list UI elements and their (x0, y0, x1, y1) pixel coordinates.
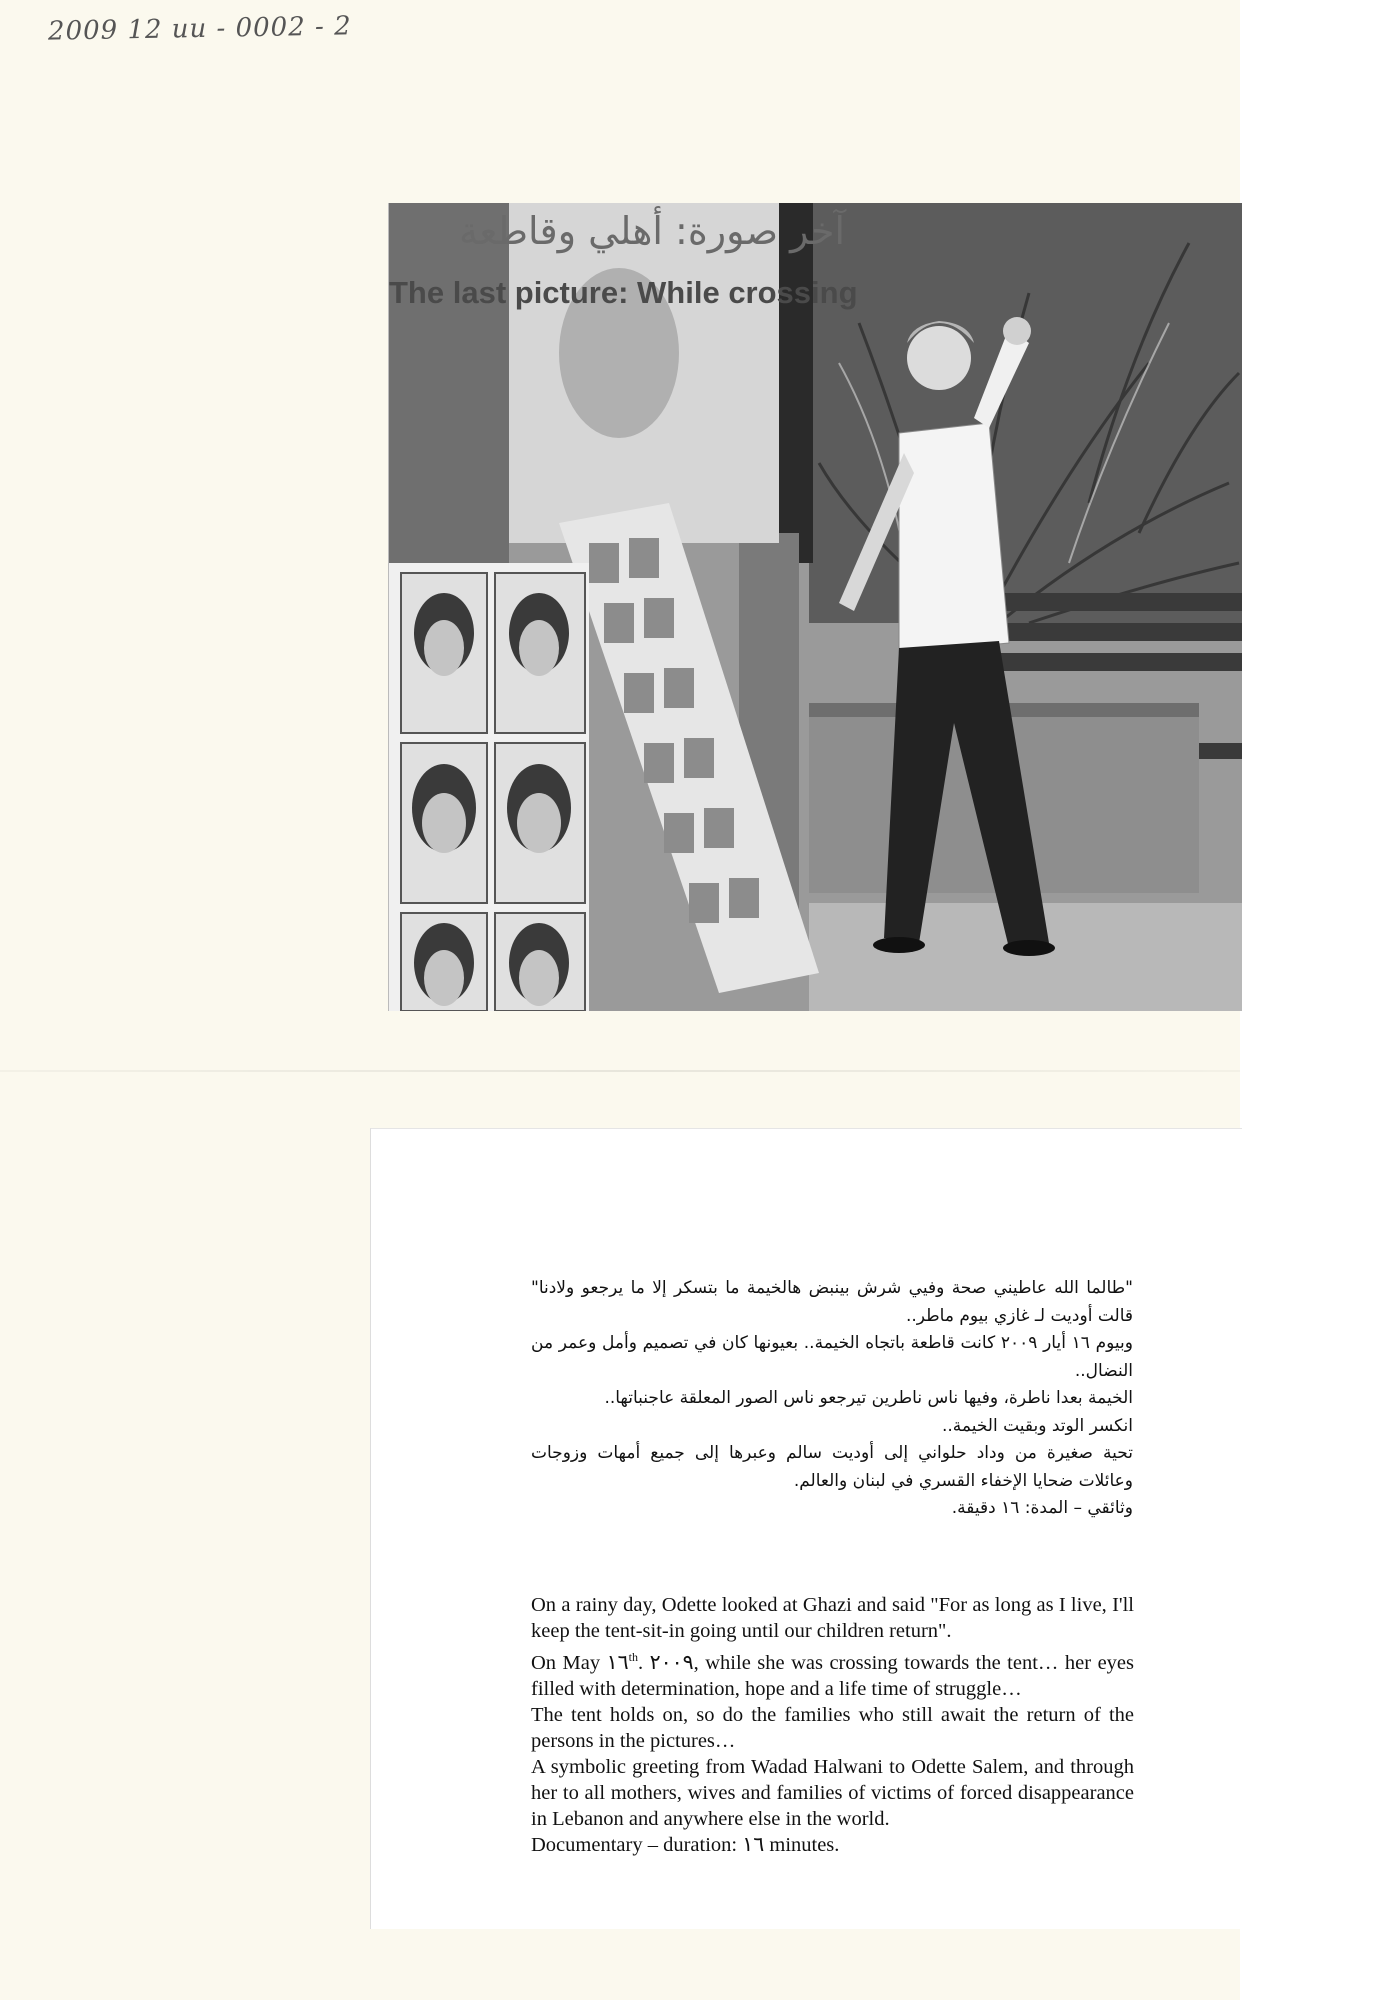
paper-fold-line (0, 1070, 1240, 1072)
ordinal-suffix: th (628, 1650, 638, 1664)
arabic-paragraph: تحية صغيرة من وداد حلواني إلى أوديت سالم وعبرها إلى جميع أمهات وزوجات وعائلات ضحايا الإخفاء القسري في لبنان والعالم. (531, 1443, 1133, 1491)
photo-clipping (388, 203, 1242, 1011)
english-paragraph: A symbolic greeting from Wadad Halwani to Odette Salem, and through her to all mothers, wives and families of victims of forced disappearance in Lebanon and anywhere else in the world. (531, 1755, 1134, 1830)
arabic-paragraph: وثائقي – المدة: ١٦ دقيقة. (951, 1498, 1133, 1518)
crossing-text: . ٢٠٠٩, while she was crossing towards the tent… her eyes filled with determination, hope and a life time of struggle… (531, 1651, 1134, 1700)
handwritten-reference-number: 2009 12 uu - 0002 - 2 (47, 11, 352, 47)
page-margin-strip (1240, 0, 1390, 2000)
arabic-paragraph: "طالما الله عاطيني صحة وفيي شرش بينبض هالخيمة ما بتسكر إلا ما يرجعو ولادنا" قالت أوديت لـ غازي بيوم ماطر.. (531, 1278, 1133, 1326)
date-text: On May ١٦ (531, 1651, 629, 1674)
photo-caption-arabic: آخر صورة: أهلي وقاطعة (459, 209, 846, 253)
arabic-description (531, 1275, 1133, 1523)
arabic-paragraph: انكسر الوتد وبقيت الخيمة.. (941, 1415, 1133, 1436)
photo-caption-english: The last picture: While crossing (389, 275, 858, 310)
english-paragraph: Documentary – duration: ١٦ minutes. (531, 1833, 840, 1856)
english-paragraph (531, 1644, 1134, 1702)
arabic-paragraph: وبيوم ١٦ أيار ٢٠٠٩ كانت قاطعة باتجاه الخيمة.. بعيونها كان في تصميم وأمل وعمر من النضال.. (531, 1333, 1133, 1381)
english-paragraph: On a rainy day, Odette looked at Ghazi and said "For as long as I live, I'll keep the tent-sit-in going until our children return". (531, 1594, 1134, 1642)
photo-illustration (389, 203, 1242, 1011)
arabic-paragraph: الخيمة بعدا ناطرة، وفيها ناس ناطرين تيرجعو ناس الصور المعلقة عاجنباتها.. (604, 1388, 1133, 1408)
english-paragraph: The tent holds on, so do the families who still await the return of the persons in the pictures… (531, 1703, 1134, 1752)
english-description (531, 1592, 1134, 1858)
description-card (370, 1128, 1242, 1929)
